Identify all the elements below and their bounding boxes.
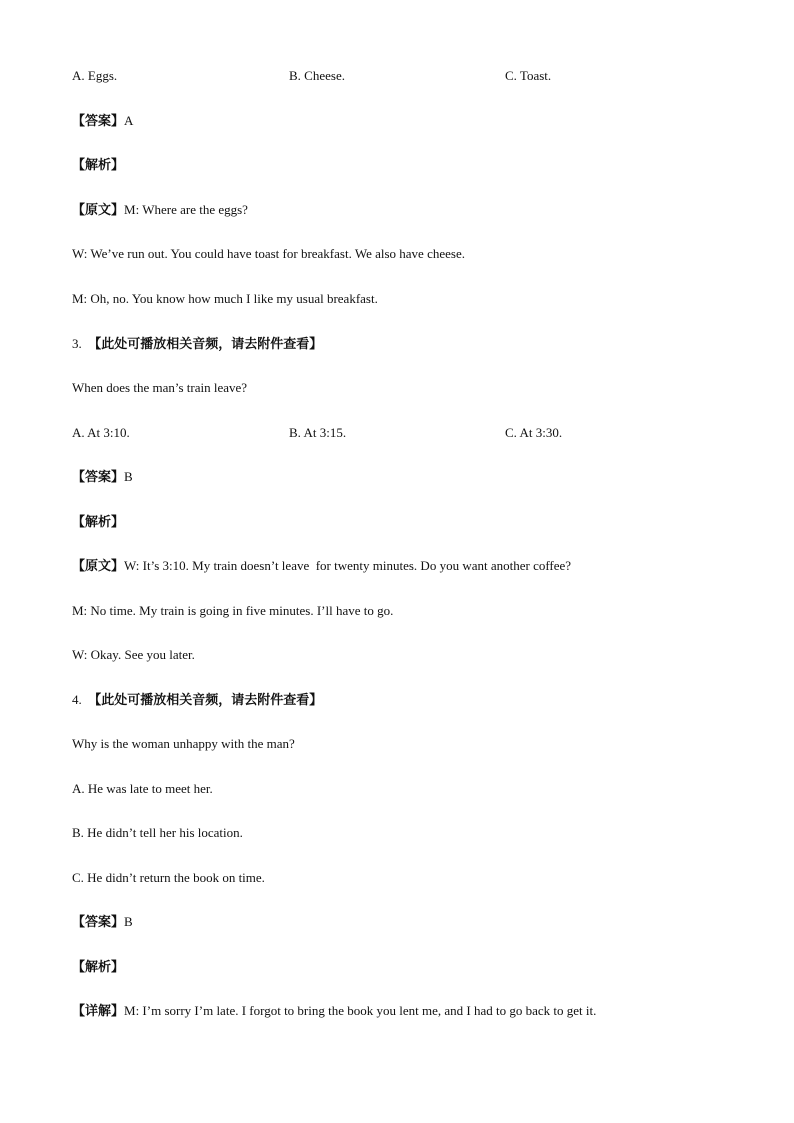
q3-question: When does the man’s train leave? [72, 380, 248, 395]
transcript-text: M: Where are the eggs? [124, 202, 248, 217]
audio-note: 【此处可播放相关音频，请去附件查看】 [88, 337, 323, 352]
detail-tag: 【详解】 [72, 1004, 125, 1019]
q3-option-b: B. At 3:15. [289, 425, 347, 440]
answer-value: B [124, 469, 133, 484]
q2-transcript-3: M: Oh, no. You know how much I like my usual breakfast. [72, 291, 378, 306]
q4-option-a: A. He was late to meet her. [72, 781, 213, 796]
transcript-tag: 【原文】 [72, 203, 125, 218]
q3-answer [72, 468, 133, 487]
q2-option-c: C. Toast. [505, 68, 552, 83]
answer-value: A [124, 113, 134, 128]
transcript-text: W: It’s 3:10. My train doesn’t leave for twenty minutes. Do you want another coffee? [124, 558, 572, 573]
q4-question: Why is the woman unhappy with the man? [72, 736, 295, 751]
q2-transcript-1 [72, 201, 248, 220]
q3-transcript-3: W: Okay. See you later. [72, 647, 195, 662]
answer-value: B [124, 914, 133, 929]
answer-tag: 【答案】 [72, 915, 125, 930]
analysis-tag: 【解析】 [72, 515, 125, 530]
q4-analysis [72, 958, 124, 977]
q2-answer [72, 112, 133, 131]
q3-transcript-2: M: No time. My train is going in five minutes. I’ll have to go. [72, 603, 394, 618]
q3-option-a: A. At 3:10. [72, 425, 130, 440]
q4-answer [72, 913, 133, 932]
q4-number: 4. [72, 692, 82, 707]
q2-transcript-2: W: We’ve run out. You could have toast for breakfast. We also have cheese. [72, 246, 465, 261]
q3-heading [72, 335, 322, 354]
q2-analysis [72, 156, 124, 175]
q3-transcript-1 [72, 557, 571, 576]
q3-number: 3. [72, 336, 82, 351]
analysis-tag: 【解析】 [72, 960, 125, 975]
q2-option-a: A. Eggs. [72, 68, 118, 83]
analysis-tag: 【解析】 [72, 158, 125, 173]
q3-option-c: C. At 3:30. [505, 425, 563, 440]
q4-heading [72, 691, 322, 710]
detail-text: M: I’m sorry I’m late. I forgot to bring the book you lent me, and I had to go back to get it. [124, 1003, 597, 1018]
q4-option-c: C. He didn’t return the book on time. [72, 870, 265, 885]
q3-analysis [72, 513, 124, 532]
transcript-tag: 【原文】 [72, 559, 125, 574]
q2-option-b: B. Cheese. [289, 68, 345, 83]
q4-option-b: B. He didn’t tell her his location. [72, 825, 243, 840]
q4-detail [72, 1002, 596, 1021]
audio-note: 【此处可播放相关音频，请去附件查看】 [88, 693, 323, 708]
answer-tag: 【答案】 [72, 114, 125, 129]
answer-tag: 【答案】 [72, 470, 125, 485]
